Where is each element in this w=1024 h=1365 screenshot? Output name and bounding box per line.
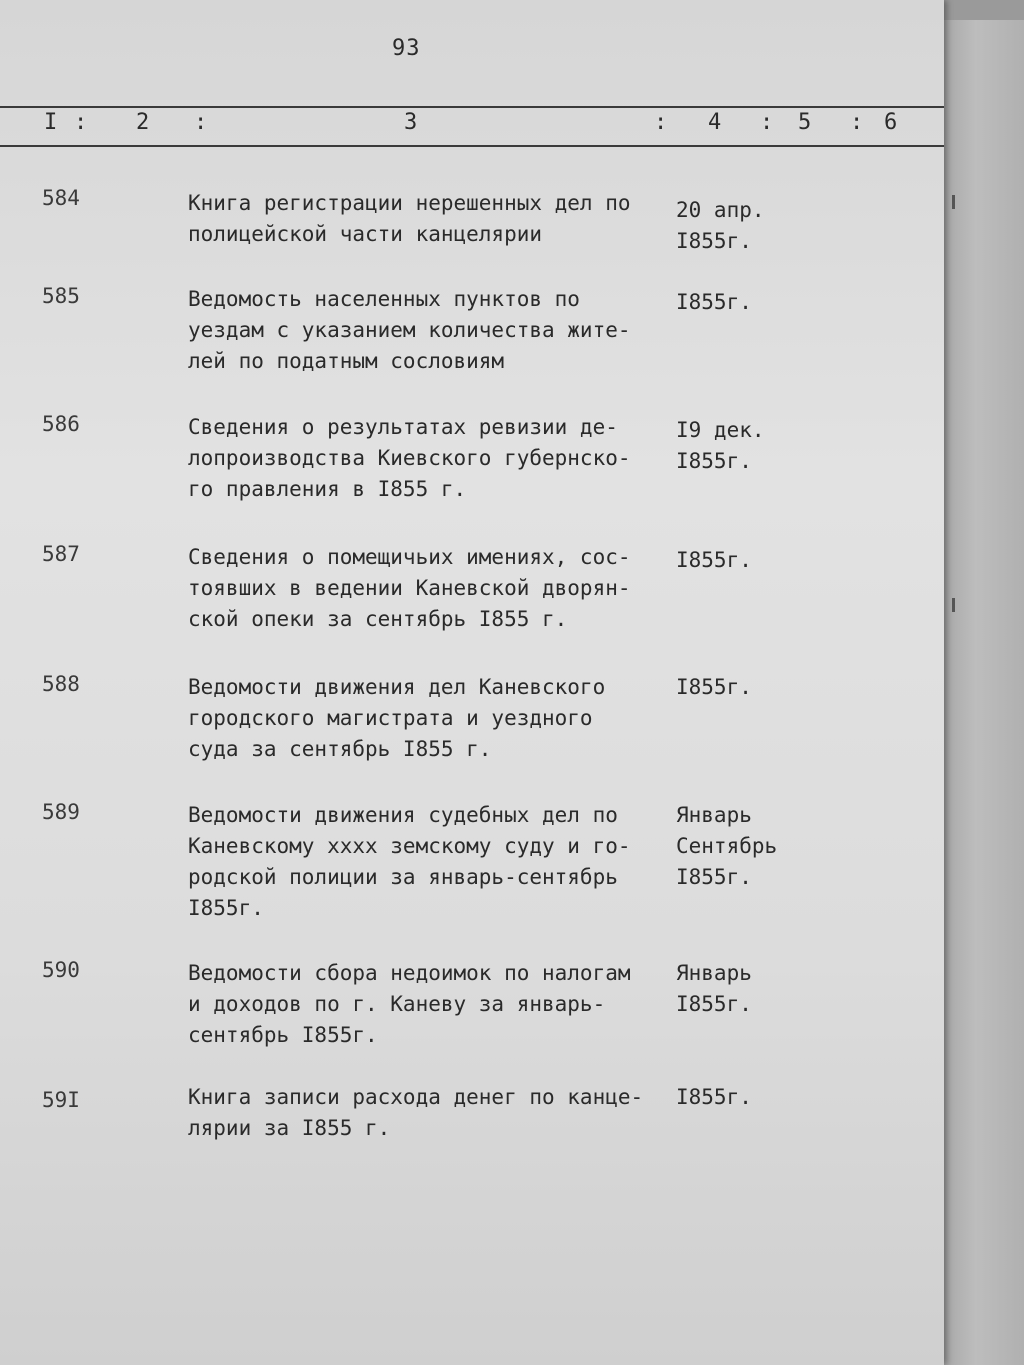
entry-title: Сведения о результатах ревизии де- лопроизводства Киевского губернско- го правления в I855 г.: [188, 415, 631, 501]
entry-date: Январь Сентябрь I855г.: [676, 803, 778, 889]
entry-title: Книга записи расхода денег по канце- лярии за I855 г.: [188, 1085, 644, 1140]
entry-number: 585: [42, 284, 80, 308]
column-separator: :: [850, 110, 864, 135]
page-edge-mark: [952, 195, 955, 209]
column-header-3: 3: [404, 110, 418, 135]
entry-title: Ведомости движения судебных дел по Каневскому xxxx земскому суду и го- родской полиции за январь-сентябрь I855г.: [188, 803, 631, 920]
entry-date: 20 апр. I855г.: [676, 198, 765, 253]
column-header-5: 5: [798, 110, 812, 135]
entry-title: Сведения о помещичьих имениях, сос- тоявших в ведении Каневской дворян- ской опеки за сентябрь I855 г.: [188, 545, 631, 631]
column-separator: :: [74, 110, 88, 135]
entry-date: I855г.: [676, 675, 752, 699]
entry-number: 588: [42, 672, 80, 696]
entry-number: 59I: [42, 1088, 80, 1112]
underlying-page-edge: [944, 20, 1024, 1365]
entry-title: Ведомости движения дел Каневского городского магистрата и уездного суда за сентябрь I855 г.: [188, 675, 606, 761]
entry-number: 584: [42, 186, 80, 210]
entry-date: Январь I855г.: [676, 961, 752, 1016]
entry-title: Ведомость населенных пунктов по уездам с указанием количества жите- лей по податным сословиям: [188, 287, 631, 373]
column-separator: :: [194, 110, 208, 135]
entry-title: Книга регистрации нерешенных дел по полицейской части канцелярии: [188, 191, 631, 246]
header-rule-top: [0, 106, 944, 108]
column-header-6: 6: [884, 110, 898, 135]
column-header-4: 4: [708, 110, 722, 135]
header-rule-bottom: [0, 145, 944, 147]
entry-date: I9 дек. I855г.: [676, 418, 765, 473]
page-edge-mark: [952, 598, 955, 612]
entry-date: I855г.: [676, 290, 752, 314]
entry-date: I855г.: [676, 1085, 752, 1109]
entry-number: 590: [42, 958, 80, 982]
column-header-1: I: [44, 110, 58, 135]
page-number: 93: [392, 36, 421, 61]
column-separator: :: [654, 110, 668, 135]
entry-title: Ведомости сбора недоимок по налогам и доходов по г. Каневу за январь- сентябрь I855г.: [188, 961, 631, 1047]
entry-number: 586: [42, 412, 80, 436]
column-separator: :: [760, 110, 774, 135]
entry-number: 587: [42, 542, 80, 566]
entry-number: 589: [42, 800, 80, 824]
entry-date: I855г.: [676, 548, 752, 572]
column-header-2: 2: [136, 110, 150, 135]
